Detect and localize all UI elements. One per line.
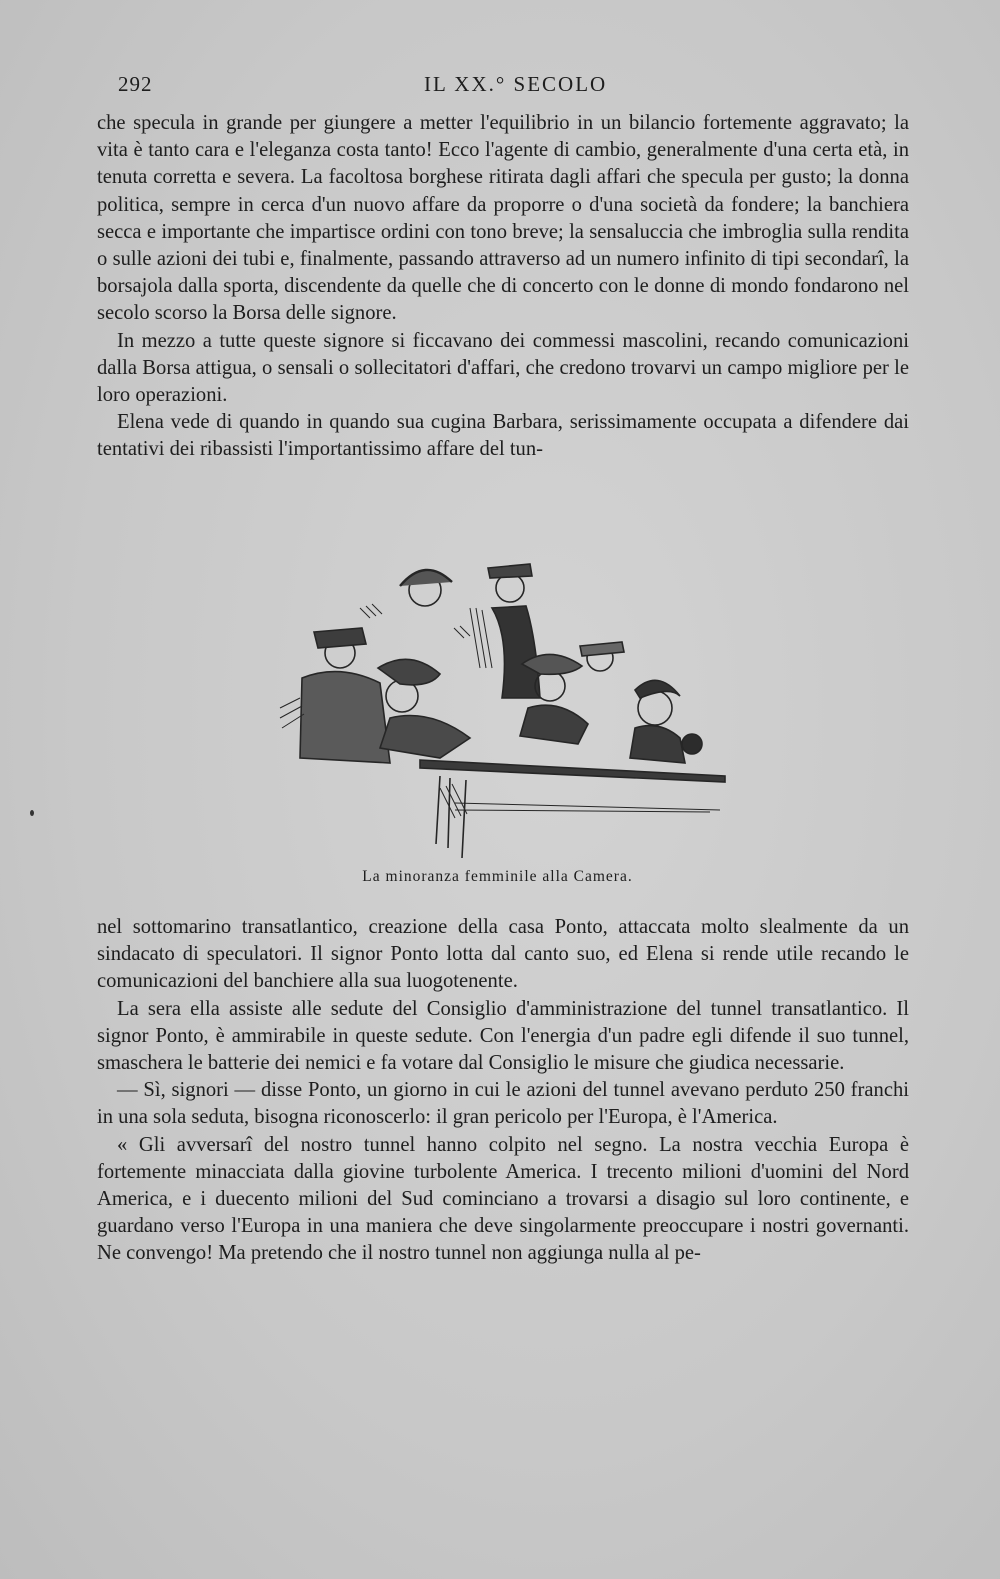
paragraph: « Gli avversarî del nostro tunnel hanno colpito nel segno. La nostra vecchia Europa è fortemente minacciata dalla giovine turbolente America. I trecento milioni d'uomini del Nord America, e i duecento milioni del Sud cominciano a trovarsi a disagio sul loro continente, e guardano verso l'Europa in una maniera che deve singolarmente preoccupare i nostri governanti. Ne convengo! Ma pretendo che il nostro tunnel non aggiunga nulla al pe- [97, 1133, 909, 1265]
ink-speck [30, 810, 34, 816]
page-header [0, 72, 1000, 102]
paragraph: — Sì, signori — disse Ponto, un giorno in cui le azioni del tunnel avevano perduto 250 franchi in una sola seduta, bisogna riconoscerlo: il gran pericolo per l'Europa, è l'America. [97, 1079, 909, 1129]
illustration-women-at-table [240, 548, 740, 860]
paragraph: nel sottomarino transatlantico, creazione della casa Ponto, attaccata molto slealmente da un sindacato di speculatori. Il signor Ponto lotta dal canto suo, ed Elena si rende utile recando le comunicazioni del banchiere alla sua luogotenente. [97, 916, 909, 993]
paragraph: Elena vede di quando in quando sua cugina Barbara, serissimamente occupata a difendere dai tentativi dei ribassisti l'importantissimo affare del tun- [97, 411, 909, 461]
table-edge [420, 760, 725, 782]
paragraph: In mezzo a tutte queste signore si ficcavano dei commessi mascolini, recando comunicazioni dalla Borsa attigua, o sensali o sollecitatori d'affari, che credono trovarvi un campo migliore per le loro operazioni. [97, 329, 909, 407]
paragraph: che specula in grande per giungere a metter l'equilibrio in un bilancio fortemente aggravato; la vita è tanto cara e l'eleganza costa tanto! Ecco l'agente di cambio, generalmente d'una certa età, in tenuta corretta e severa. La facoltosa borghese ritirata dagli affari che specula per gusto; la donna politica, sempre in cerca d'un nuovo affare da proporre o d'una società da fondere; la banchiera secca e importante che impartisce ordini con tono breve; la sensaluccia che imbroglia sulla rendita o sulle azioni dei tubi e, finalmente, passando attraverso ad un numero infinito di tipi secondarî, la borsajola dalla sporta, discendente da quelle che di concerto con le donne di mondo fondarono nel secolo scorso la Borsa delle signore. [97, 112, 909, 325]
figure-caption: La minoranza femminile alla Camera. [362, 868, 633, 885]
running-title: IL XX.° SECOLO [424, 72, 608, 96]
text-block-bottom [97, 914, 909, 1268]
page-number: 292 [118, 72, 153, 96]
text-block-top [97, 110, 909, 464]
paragraph: La sera ella assiste alle sedute del Consiglio d'amministrazione del tunnel transatlantico. Il signor Ponto, è ammirabile in queste sedute. Con l'energia d'un padre egli difende il suo tunnel, smaschera le batterie dei nemici e fa votare dal Consiglio le misure che giudica necessarie. [97, 997, 909, 1075]
